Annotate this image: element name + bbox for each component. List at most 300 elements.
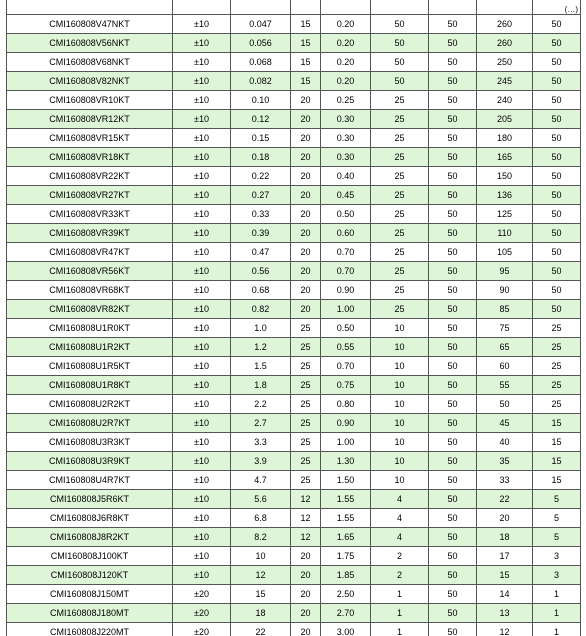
- cell-part-number: CMI160808U2R7KT: [7, 414, 173, 433]
- cell-q-min: 20: [291, 129, 321, 148]
- cell-q-min: 25: [291, 319, 321, 338]
- cell-srf-col: 50: [429, 243, 477, 262]
- cell-test-frequency: 50: [371, 53, 429, 72]
- cell-dcr-max: 0.60: [321, 224, 371, 243]
- cell-inductance: 0.047: [231, 15, 291, 34]
- cell-test-frequency: 25: [371, 148, 429, 167]
- table-row: [7, 243, 581, 262]
- cell-tolerance: ±10: [173, 224, 231, 243]
- cell-q-min: 12: [291, 528, 321, 547]
- cell-q-min: 15: [291, 53, 321, 72]
- cell-dcr-max: 1.65: [321, 528, 371, 547]
- cell-dcr-max: 1.75: [321, 547, 371, 566]
- cell-test-frequency: 25: [371, 186, 429, 205]
- cell-inductance: 0.33: [231, 205, 291, 224]
- cell-test-frequency: 25: [371, 167, 429, 186]
- cell-rated-col: 25: [533, 395, 581, 414]
- cell-idc-col: 12: [477, 623, 533, 636]
- cell-dcr-max: 1.50: [321, 471, 371, 490]
- cell-test-frequency: 50: [371, 15, 429, 34]
- cell-inductance: 0.56: [231, 262, 291, 281]
- cell-inductance: 0.15: [231, 129, 291, 148]
- cell-rated-col: 50: [533, 224, 581, 243]
- table-row: [7, 72, 581, 91]
- cell-inductance: 0.10: [231, 91, 291, 110]
- cell-dcr-max: 0.25: [321, 91, 371, 110]
- cell-inductance: 0.068: [231, 53, 291, 72]
- cell-tolerance: ±10: [173, 53, 231, 72]
- cell-test-frequency: 10: [371, 395, 429, 414]
- cell-q-min: 25: [291, 452, 321, 471]
- cell-idc-col: 95: [477, 262, 533, 281]
- table-row: [7, 509, 581, 528]
- cell-test-frequency: 25: [371, 262, 429, 281]
- table-row: [7, 129, 581, 148]
- table-row: [7, 262, 581, 281]
- cell-inductance: 2.2: [231, 395, 291, 414]
- cell-idc-col: 18: [477, 528, 533, 547]
- cell-test-frequency: 10: [371, 414, 429, 433]
- cell-idc-col: 75: [477, 319, 533, 338]
- cell-dcr-max: 3.00: [321, 623, 371, 636]
- table-row: [7, 604, 581, 623]
- cell-tolerance: ±20: [173, 585, 231, 604]
- cell-part-number: CMI160808U3R9KT: [7, 452, 173, 471]
- cell-rated-col: 5: [533, 509, 581, 528]
- cell-rated-col: 25: [533, 319, 581, 338]
- cell-srf-col: 50: [429, 53, 477, 72]
- cell-test-frequency: 1: [371, 585, 429, 604]
- cell-tolerance: ±10: [173, 509, 231, 528]
- cell-dcr-max: 0.20: [321, 72, 371, 91]
- cell-inductance: 1.5: [231, 357, 291, 376]
- cell-srf-col: 50: [429, 490, 477, 509]
- cell-part-number: CMI160808V82NKT: [7, 72, 173, 91]
- cell-test-frequency: 25: [371, 205, 429, 224]
- cell-inductance: 12: [231, 566, 291, 585]
- cell-inductance: 1.8: [231, 376, 291, 395]
- cell-part-number: CMI160808VR18KT: [7, 148, 173, 167]
- cell-idc-col: 260: [477, 34, 533, 53]
- cell-idc-col: 14: [477, 585, 533, 604]
- cell-inductance: 3.3: [231, 433, 291, 452]
- cell-dcr-max: 1.00: [321, 300, 371, 319]
- cell-dcr-max: 0.70: [321, 243, 371, 262]
- cell-test-frequency: 2: [371, 547, 429, 566]
- cell-test-frequency: 25: [371, 129, 429, 148]
- cell-rated-col: 50: [533, 91, 581, 110]
- table-row: [7, 623, 581, 636]
- cell-idc-col: 45: [477, 414, 533, 433]
- cell-srf-col: 50: [429, 623, 477, 636]
- cell-rated-col: 50: [533, 110, 581, 129]
- cell-rated-col: 25: [533, 357, 581, 376]
- cell-tolerance: ±10: [173, 91, 231, 110]
- cell-q-min: 20: [291, 566, 321, 585]
- cell-inductance: 22: [231, 623, 291, 636]
- cell-tolerance: ±10: [173, 110, 231, 129]
- cell-test-frequency: 25: [371, 281, 429, 300]
- cell-idc-col: 180: [477, 129, 533, 148]
- cell-srf-col: 50: [429, 509, 477, 528]
- cell-tolerance: ±10: [173, 452, 231, 471]
- cell-part-number: CMI160808U4R7KT: [7, 471, 173, 490]
- cell-dcr-max: 0.30: [321, 129, 371, 148]
- inductor-spec-table: [6, 0, 581, 636]
- cell-q-min: 20: [291, 224, 321, 243]
- cell-rated-col: 25: [533, 338, 581, 357]
- cell-srf-col: 50: [429, 148, 477, 167]
- cell-tolerance: ±10: [173, 338, 231, 357]
- cell-idc-col: 150: [477, 167, 533, 186]
- cell-idc-col: 245: [477, 72, 533, 91]
- cell-srf-col: 50: [429, 566, 477, 585]
- table-row: [7, 34, 581, 53]
- cell-rated-col: 50: [533, 167, 581, 186]
- table-row: [7, 148, 581, 167]
- cell-srf-col: 50: [429, 91, 477, 110]
- cell-idc-col: 35: [477, 452, 533, 471]
- cell-idc-col: 60: [477, 357, 533, 376]
- cell-tolerance: ±10: [173, 262, 231, 281]
- cell-idc-col: 165: [477, 148, 533, 167]
- cell-srf-col: 50: [429, 262, 477, 281]
- cell-inductance: 4.7: [231, 471, 291, 490]
- cell-rated-col: 15: [533, 452, 581, 471]
- cell-q-min: 20: [291, 262, 321, 281]
- cell-dcr-max: 1.85: [321, 566, 371, 585]
- cell-rated-col: 50: [533, 34, 581, 53]
- cell-inductance: 1.2: [231, 338, 291, 357]
- cell-tolerance: ±20: [173, 623, 231, 636]
- cell-q-min: 25: [291, 357, 321, 376]
- cell-part-number: CMI160808J120KT: [7, 566, 173, 585]
- cell-dcr-max: 1.00: [321, 433, 371, 452]
- cell-part-number: CMI160808VR68KT: [7, 281, 173, 300]
- cell-srf-col: 50: [429, 110, 477, 129]
- cell-test-frequency: 1: [371, 623, 429, 636]
- cell-q-min: 12: [291, 490, 321, 509]
- cell-part-number: CMI160808V56NKT: [7, 34, 173, 53]
- cell-idc-col: 55: [477, 376, 533, 395]
- cell-q-min: 15: [291, 15, 321, 34]
- cell-idc-col: 20: [477, 509, 533, 528]
- cell-dcr-max: 1.55: [321, 509, 371, 528]
- cell-part-number: CMI160808V68NKT: [7, 53, 173, 72]
- cell-test-frequency: 50: [371, 34, 429, 53]
- table-row: [7, 186, 581, 205]
- cell-tolerance: ±10: [173, 148, 231, 167]
- cell-q-min: 20: [291, 623, 321, 636]
- cell-idc-col: 17: [477, 547, 533, 566]
- cell-inductance: 0.082: [231, 72, 291, 91]
- cell-q-min: 20: [291, 300, 321, 319]
- cell-dcr-max: 0.30: [321, 110, 371, 129]
- cell-dcr-max: 0.50: [321, 205, 371, 224]
- cell-tolerance: ±10: [173, 319, 231, 338]
- cell-tolerance: ±10: [173, 243, 231, 262]
- cell-q-min: 20: [291, 547, 321, 566]
- cell-rated-col: 25: [533, 376, 581, 395]
- cell-rated-col: 50: [533, 300, 581, 319]
- table-row: [7, 224, 581, 243]
- cell-dcr-max: 0.20: [321, 53, 371, 72]
- cell-rated-col: 3: [533, 566, 581, 585]
- cell-part-number: CMI160808J100KT: [7, 547, 173, 566]
- cell-inductance: 15: [231, 585, 291, 604]
- cell-tolerance: ±10: [173, 72, 231, 91]
- table-row: [7, 471, 581, 490]
- table-row: [7, 566, 581, 585]
- cell-rated-col: 15: [533, 471, 581, 490]
- table-row: [7, 528, 581, 547]
- cell-inductance: 2.7: [231, 414, 291, 433]
- cell-q-min: 20: [291, 148, 321, 167]
- cell-dcr-max: 0.70: [321, 262, 371, 281]
- cell-srf-col: 50: [429, 452, 477, 471]
- cell-tolerance: ±10: [173, 395, 231, 414]
- cell-tolerance: ±10: [173, 205, 231, 224]
- cell-srf-col: 50: [429, 319, 477, 338]
- cell-rated-col: 50: [533, 243, 581, 262]
- cell-tolerance: ±10: [173, 471, 231, 490]
- cell-inductance: 0.68: [231, 281, 291, 300]
- cell-test-frequency: 4: [371, 490, 429, 509]
- cell-srf-col: 50: [429, 414, 477, 433]
- table-row: [7, 338, 581, 357]
- cell-test-frequency: 10: [371, 357, 429, 376]
- cell-part-number: CMI160808VR56KT: [7, 262, 173, 281]
- cell-idc-col: 205: [477, 110, 533, 129]
- cell-srf-col: 50: [429, 34, 477, 53]
- cell-q-min: 20: [291, 585, 321, 604]
- cell-tolerance: ±10: [173, 414, 231, 433]
- cell-part-number: CMI160808U1R5KT: [7, 357, 173, 376]
- cell-test-frequency: 25: [371, 91, 429, 110]
- cell-inductance: 3.9: [231, 452, 291, 471]
- cell-part-number: CMI160808VR33KT: [7, 205, 173, 224]
- cell-test-frequency: 2: [371, 566, 429, 585]
- table-row: [7, 205, 581, 224]
- cell-inductance: 8.2: [231, 528, 291, 547]
- cell-dcr-max: 0.90: [321, 281, 371, 300]
- cell-tolerance: ±10: [173, 433, 231, 452]
- table-row: [7, 300, 581, 319]
- cell-inductance: 5.6: [231, 490, 291, 509]
- cell-test-frequency: 10: [371, 433, 429, 452]
- cell-dcr-max: 0.20: [321, 15, 371, 34]
- cell-q-min: 20: [291, 91, 321, 110]
- cell-dcr-max: 0.55: [321, 338, 371, 357]
- table-row: [7, 376, 581, 395]
- cell-part-number: CMI160808VR47KT: [7, 243, 173, 262]
- table-row: [7, 15, 581, 34]
- cell-rated-col: 50: [533, 262, 581, 281]
- cell-inductance: 0.47: [231, 243, 291, 262]
- cell-srf-col: 50: [429, 129, 477, 148]
- cell-q-min: 15: [291, 34, 321, 53]
- table-row: [7, 110, 581, 129]
- cell-tolerance: ±10: [173, 34, 231, 53]
- cell-rated-col: 50: [533, 53, 581, 72]
- cell-rated-col: 15: [533, 414, 581, 433]
- cell-tolerance: ±10: [173, 528, 231, 547]
- cell-idc-col: 85: [477, 300, 533, 319]
- cell-dcr-max: 0.20: [321, 34, 371, 53]
- cell-rated-col: 5: [533, 490, 581, 509]
- cell-inductance: 1.0: [231, 319, 291, 338]
- cell-test-frequency: 10: [371, 452, 429, 471]
- cell-srf-col: 50: [429, 433, 477, 452]
- cell-srf-col: 50: [429, 281, 477, 300]
- cell-srf-col: 50: [429, 72, 477, 91]
- cell-rated-col: 15: [533, 433, 581, 452]
- cell-q-min: 20: [291, 243, 321, 262]
- cell-part-number: CMI160808J5R6KT: [7, 490, 173, 509]
- cell-rated-col: 3: [533, 547, 581, 566]
- table-row: [7, 433, 581, 452]
- cell-srf-col: 50: [429, 300, 477, 319]
- cell-test-frequency: 10: [371, 338, 429, 357]
- cell-srf-col: 50: [429, 186, 477, 205]
- cell-tolerance: ±10: [173, 300, 231, 319]
- table-row: [7, 357, 581, 376]
- cell-srf-col: 50: [429, 604, 477, 623]
- cell-part-number: CMI160808U3R3KT: [7, 433, 173, 452]
- cell-tolerance: ±10: [173, 357, 231, 376]
- cell-dcr-max: 0.75: [321, 376, 371, 395]
- cell-srf-col: 50: [429, 224, 477, 243]
- cell-test-frequency: 10: [371, 471, 429, 490]
- cell-idc-col: 13: [477, 604, 533, 623]
- cell-rated-col: 50: [533, 205, 581, 224]
- table-row: [7, 547, 581, 566]
- cell-inductance: 0.82: [231, 300, 291, 319]
- cell-test-frequency: 25: [371, 110, 429, 129]
- cell-inductance: 18: [231, 604, 291, 623]
- cell-dcr-max: 1.55: [321, 490, 371, 509]
- cell-inductance: 10: [231, 547, 291, 566]
- cell-q-min: 15: [291, 72, 321, 91]
- cell-srf-col: 50: [429, 585, 477, 604]
- cell-part-number: CMI160808VR12KT: [7, 110, 173, 129]
- cell-part-number: CMI160808J150MT: [7, 585, 173, 604]
- cell-q-min: 20: [291, 281, 321, 300]
- cell-idc-col: 260: [477, 15, 533, 34]
- cell-q-min: 12: [291, 509, 321, 528]
- cell-srf-col: 50: [429, 338, 477, 357]
- cell-dcr-max: 0.40: [321, 167, 371, 186]
- cell-idc-col: 136: [477, 186, 533, 205]
- cell-q-min: 25: [291, 395, 321, 414]
- cell-inductance: 0.18: [231, 148, 291, 167]
- cell-rated-col: 5: [533, 528, 581, 547]
- cell-test-frequency: 10: [371, 376, 429, 395]
- cell-idc-col: 15: [477, 566, 533, 585]
- cell-dcr-max: 0.90: [321, 414, 371, 433]
- cell-part-number: CMI160808VR39KT: [7, 224, 173, 243]
- cell-test-frequency: 4: [371, 509, 429, 528]
- cell-part-number: CMI160808VR27KT: [7, 186, 173, 205]
- cell-rated-col: 1: [533, 623, 581, 636]
- cell-part-number: CMI160808J6R8KT: [7, 509, 173, 528]
- table-row: [7, 414, 581, 433]
- table-row: [7, 490, 581, 509]
- cell-tolerance: ±20: [173, 604, 231, 623]
- cell-q-min: 25: [291, 376, 321, 395]
- cell-srf-col: 50: [429, 205, 477, 224]
- cell-inductance: 0.22: [231, 167, 291, 186]
- cell-idc-col: 90: [477, 281, 533, 300]
- cell-idc-col: 33: [477, 471, 533, 490]
- table-row: [7, 319, 581, 338]
- cell-part-number: CMI160808VR10KT: [7, 91, 173, 110]
- cell-tolerance: ±10: [173, 376, 231, 395]
- cell-inductance: 6.8: [231, 509, 291, 528]
- cell-test-frequency: 25: [371, 300, 429, 319]
- cell-rated-col: 1: [533, 604, 581, 623]
- cell-test-frequency: 25: [371, 243, 429, 262]
- cell-inductance: 0.39: [231, 224, 291, 243]
- cell-srf-col: 50: [429, 376, 477, 395]
- table-header-partial: [7, 0, 581, 15]
- cell-idc-col: 240: [477, 91, 533, 110]
- cell-srf-col: 50: [429, 357, 477, 376]
- cell-test-frequency: 50: [371, 72, 429, 91]
- cell-rated-col: 50: [533, 72, 581, 91]
- cell-dcr-max: 0.50: [321, 319, 371, 338]
- cell-part-number: CMI160808J220MT: [7, 623, 173, 636]
- cell-srf-col: 50: [429, 167, 477, 186]
- cell-srf-col: 50: [429, 395, 477, 414]
- table-row: [7, 281, 581, 300]
- table-row: [7, 91, 581, 110]
- cell-rated-col: 50: [533, 129, 581, 148]
- cell-q-min: 20: [291, 186, 321, 205]
- cell-srf-col: 50: [429, 528, 477, 547]
- header-unit-fragment: (…): [533, 0, 581, 15]
- cell-tolerance: ±10: [173, 129, 231, 148]
- cell-tolerance: ±10: [173, 566, 231, 585]
- cell-tolerance: ±10: [173, 281, 231, 300]
- cell-dcr-max: 0.80: [321, 395, 371, 414]
- cell-q-min: 20: [291, 167, 321, 186]
- cell-q-min: 20: [291, 205, 321, 224]
- cell-idc-col: 105: [477, 243, 533, 262]
- cell-q-min: 25: [291, 433, 321, 452]
- cell-part-number: CMI160808U2R2KT: [7, 395, 173, 414]
- cell-idc-col: 50: [477, 395, 533, 414]
- cell-dcr-max: 0.70: [321, 357, 371, 376]
- cell-idc-col: 65: [477, 338, 533, 357]
- cell-dcr-max: 1.30: [321, 452, 371, 471]
- cell-q-min: 25: [291, 338, 321, 357]
- cell-tolerance: ±10: [173, 186, 231, 205]
- cell-tolerance: ±10: [173, 15, 231, 34]
- cell-part-number: CMI160808VR15KT: [7, 129, 173, 148]
- cell-dcr-max: 2.50: [321, 585, 371, 604]
- cell-srf-col: 50: [429, 547, 477, 566]
- cell-idc-col: 250: [477, 53, 533, 72]
- cell-q-min: 20: [291, 110, 321, 129]
- cell-rated-col: 50: [533, 15, 581, 34]
- cell-rated-col: 50: [533, 186, 581, 205]
- cell-part-number: CMI160808J8R2KT: [7, 528, 173, 547]
- cell-inductance: 0.12: [231, 110, 291, 129]
- cell-test-frequency: 25: [371, 224, 429, 243]
- cell-test-frequency: 4: [371, 528, 429, 547]
- cell-idc-col: 125: [477, 205, 533, 224]
